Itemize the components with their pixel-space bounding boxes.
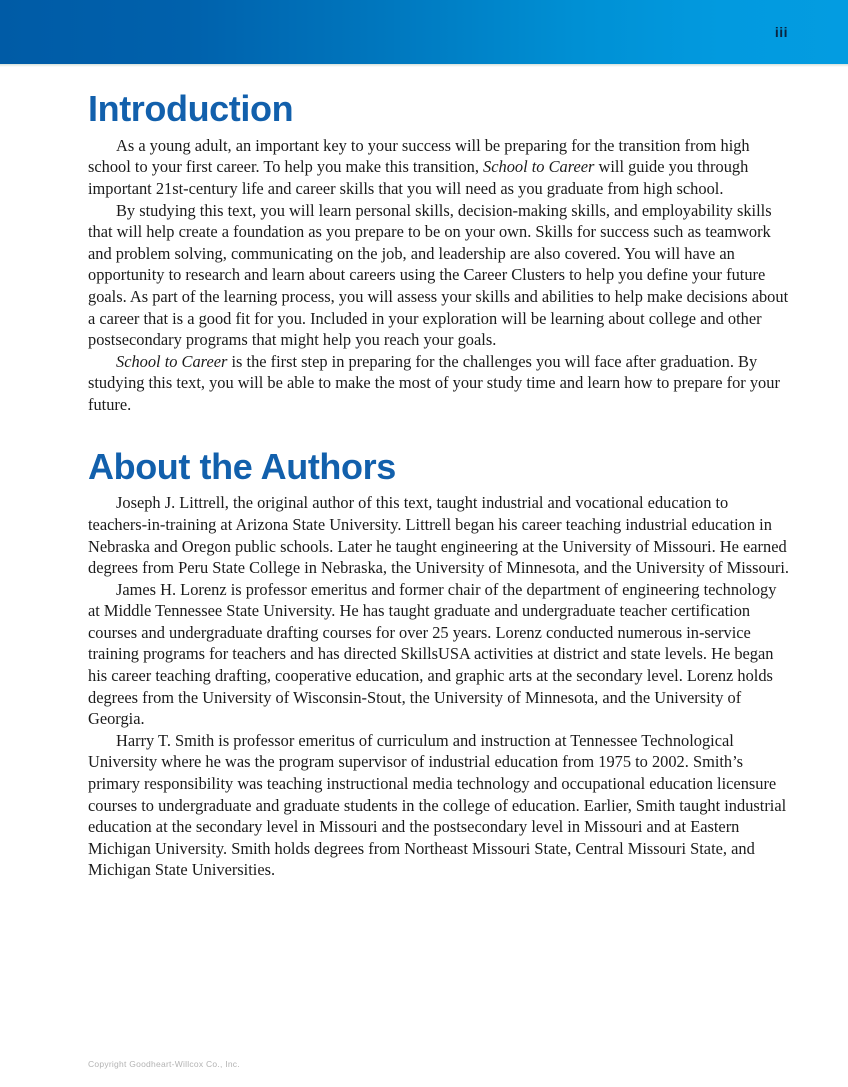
page-number: iii [774, 24, 788, 40]
page-title-about-the-authors: About the Authors [88, 445, 396, 487]
copyright-notice: Copyright Goodheart-Willcox Co., Inc. [88, 1059, 240, 1069]
section-introduction [88, 64, 790, 416]
text-run: As a young adult, an important key to your success will be preparing for the transition from high school to your first career. To help you make this transition, [88, 135, 750, 177]
text-run: Joseph J. Littrell, the original author of this text, taught industrial and vocational education to teachers-in-training at Arizona State University. Littrell began his career teaching industrial education in Nebraska and Oregon public schools. Later he taught engineering at the University of Missouri. He earned degrees from Peru State College in Nebraska, the University of Minnesota, and the University of Missouri. [88, 493, 790, 578]
text-run: By studying this text, you will learn personal skills, decision-making skills, and employability skills that will help create a foundation as you prepare to be on your own. Skills for success such as teamwork and problem solving, communicating on the job, and leadership are also covered. You will have an opportunity to research and learn about careers using the Career Clusters to help you define your future goals. As part of the learning process, you will assess your skills and abilities to help make decisions about a career that is a good fit for you. Included in your exploration will be learning about college and other postsecondary programs that might help you reach your goals. [88, 200, 789, 350]
italic-title-run: School to Career [483, 157, 595, 177]
paragraph-intro-2 [88, 200, 790, 351]
paragraph-intro-1 [88, 135, 790, 200]
paragraph-intro-3 [88, 351, 790, 416]
text-run: Harry T. Smith is professor emeritus of curriculum and instruction at Tennessee Technological University where he was the program supervisor of industrial education from 1975 to 2002. Smith’s primary responsibility was teaching instructional media technology and occupational education licensure courses to undergraduate and graduate students in the college of education. Earlier, Smith taught industrial education at the secondary level in Missouri and the postsecondary level in Missouri and at Eastern Michigan University. Smith holds degrees from Northeast Missouri State, Central Missouri State, and Michigan State Universities. [88, 730, 787, 880]
page-header-band [0, 0, 848, 64]
text-run: James H. Lorenz is professor emeritus and former chair of the department of engineering technology at Middle Tennessee State University. He has taught graduate and undergraduate teacher certification courses and undergraduate drafting courses for over 25 years. Lorenz conducted numerous in-service training programs for teachers and has directed SkillsUSA activities at district and state levels. He began his career teaching drafting, cooperative education, and graphic arts at the secondary level. Lorenz holds degrees from the University of Wisconsin-Stout, the University of Minnesota, and the University of Georgia. [88, 579, 777, 729]
paragraph-author-smith [88, 730, 790, 881]
page-title-introduction: Introduction [88, 88, 294, 129]
italic-title-run: School to Career [116, 351, 228, 371]
section-about-the-authors [88, 416, 790, 881]
paragraph-author-littrell [88, 492, 790, 578]
page-content [0, 64, 848, 881]
paragraph-author-lorenz [88, 579, 790, 730]
text-run: is the first step in preparing for the challenges you will face after graduation. By studying this text, you will be able to make the most of your study time and learn how to prepare for your future. [88, 351, 780, 414]
text-run: will guide you through important 21st-century life and career skills that you will need as you graduate from high school. [88, 157, 749, 198]
